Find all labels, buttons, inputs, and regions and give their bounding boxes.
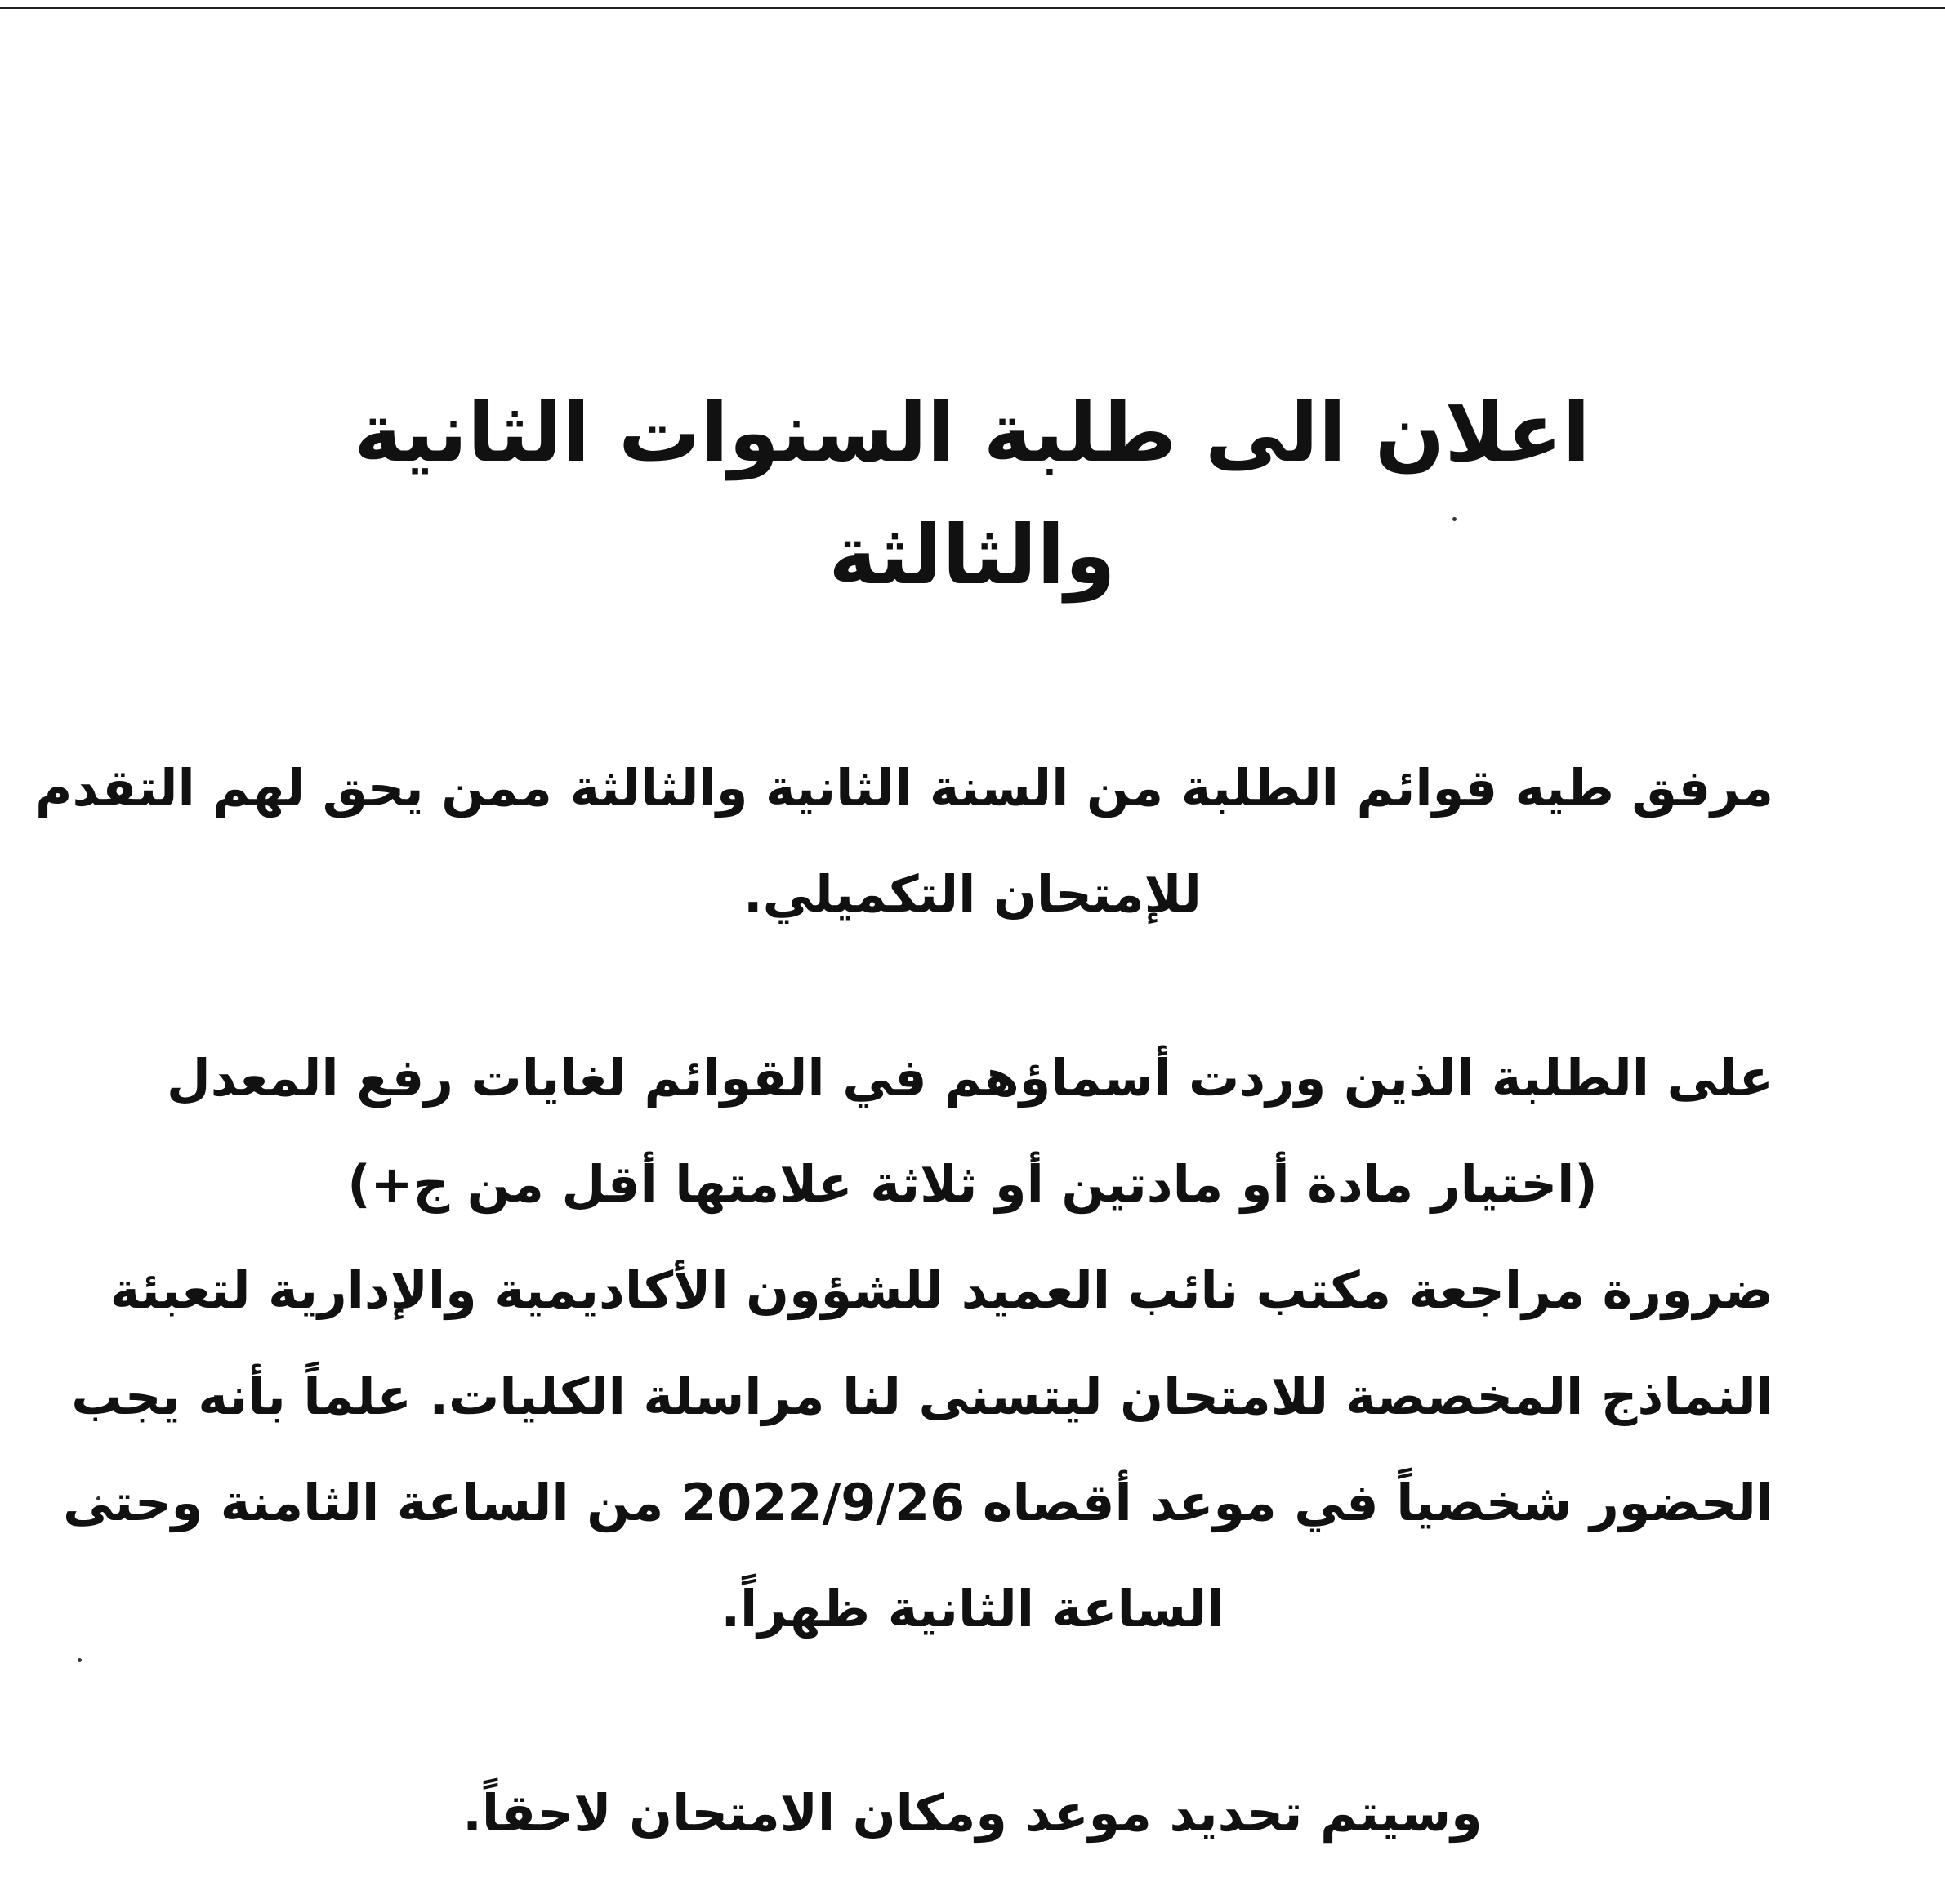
- paragraph-line: الحضور شخصياً في موعد أقصاه 2022/9/26 من الساعة الثامنة وحتى: [62, 1473, 1773, 1532]
- paragraph-line: النماذج المخصصة للامتحان ليتسنى لنا مراسلة الكليات. علماً بأنه يجب: [71, 1367, 1773, 1426]
- paragraph-line: على الطلبة الذين وردت أسماؤهم في القوائم لغايات رفع المعدل: [166, 1048, 1773, 1108]
- announcement-title: اعلان الى طلبة السنوات الثانية والثالثة: [354, 385, 1590, 603]
- paragraph-line: وسيتم تحديد موعد ومكان الامتحان لاحقاً.: [462, 1783, 1483, 1843]
- paragraph-line: ضرورة مراجعة مكتب نائب العميد للشؤون الأكاديمية والإدارية لتعبئة: [109, 1260, 1773, 1320]
- paragraph-instructions: [62, 1025, 1773, 1662]
- paragraph-line: للإمتحان التكميلي.: [743, 864, 1202, 924]
- paragraph-exam-schedule: [172, 1760, 1773, 1866]
- paragraph-line: مرفق طيه قوائم الطلبة من السنة الثانية والثالثة ممن يحق لهم التقدم: [35, 758, 1773, 818]
- paragraph-eligible-lists: [35, 735, 1773, 948]
- paragraph-line: (اختيار مادة أو مادتين أو ثلاثة علامتها أقل من ج+): [347, 1154, 1598, 1214]
- paragraph-line: الساعة الثانية ظهراً.: [720, 1579, 1225, 1639]
